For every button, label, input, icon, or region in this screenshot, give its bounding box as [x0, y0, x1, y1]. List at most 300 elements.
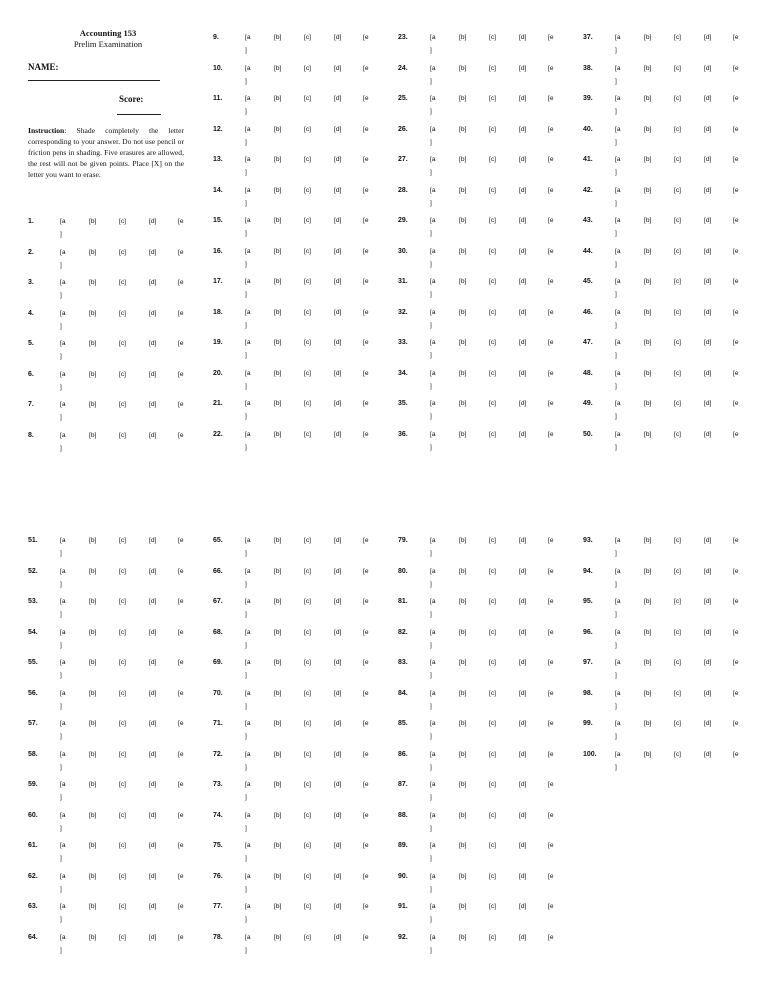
answer-option[interactable]: [a [430, 598, 436, 605]
answer-option[interactable]: [d] [519, 156, 527, 163]
answer-option[interactable]: [a [60, 218, 66, 225]
answer-option[interactable]: [e [178, 659, 184, 666]
answer-option[interactable]: [b] [274, 308, 282, 316]
answer-option[interactable]: [b] [274, 217, 282, 224]
answer-option[interactable]: [a [615, 537, 621, 544]
answer-option[interactable]: [c] [304, 369, 311, 377]
answer-option[interactable]: [e [548, 720, 554, 727]
answer-option[interactable]: [e [363, 903, 369, 910]
answer-option[interactable]: [a [430, 903, 436, 910]
answer-option[interactable]: [e [548, 933, 554, 941]
answer-option[interactable]: [b] [89, 248, 97, 256]
answer-option[interactable]: [a [245, 186, 251, 194]
answer-option[interactable]: [a [245, 567, 251, 575]
answer-option[interactable]: [e [363, 842, 369, 849]
answer-option[interactable]: [b] [459, 628, 467, 636]
answer-option[interactable]: [c] [119, 628, 126, 636]
answer-option[interactable]: [a [245, 64, 251, 72]
answer-option[interactable]: [e [548, 64, 554, 72]
answer-option[interactable]: [a [245, 689, 251, 697]
answer-option[interactable]: [d] [334, 872, 342, 880]
answer-option[interactable]: [d] [149, 811, 157, 819]
answer-option[interactable]: [d] [704, 400, 712, 407]
answer-option[interactable]: [e [548, 872, 554, 880]
answer-option[interactable]: [a [430, 247, 436, 255]
answer-option[interactable]: [c] [674, 659, 681, 666]
answer-option[interactable]: [d] [704, 598, 712, 605]
answer-option[interactable]: [a [430, 95, 436, 102]
answer-option[interactable]: [d] [149, 750, 157, 758]
answer-option[interactable]: [e [733, 308, 739, 316]
answer-option[interactable]: [e [363, 720, 369, 727]
answer-option[interactable]: [d] [334, 217, 342, 224]
answer-option[interactable]: [a [245, 217, 251, 224]
answer-option[interactable]: [d] [149, 659, 157, 666]
answer-option[interactable]: [d] [334, 598, 342, 605]
answer-option[interactable]: [c] [674, 247, 681, 255]
answer-option[interactable]: [e [178, 537, 184, 544]
answer-option[interactable]: [c] [119, 537, 126, 544]
answer-option[interactable]: [c] [674, 400, 681, 407]
answer-option[interactable]: [a [430, 567, 436, 575]
answer-option[interactable]: [d] [519, 842, 527, 849]
answer-option[interactable]: [c] [489, 156, 496, 163]
answer-option[interactable]: [c] [304, 217, 311, 224]
answer-option[interactable]: [a [430, 278, 436, 285]
answer-option[interactable]: [b] [274, 186, 282, 194]
answer-option[interactable]: [c] [674, 369, 681, 377]
answer-option[interactable]: [c] [674, 537, 681, 544]
answer-option[interactable]: [e [363, 872, 369, 880]
answer-option[interactable]: [c] [304, 430, 311, 438]
answer-option[interactable]: [b] [644, 750, 652, 758]
answer-option[interactable]: [b] [459, 95, 467, 102]
answer-option[interactable]: [c] [119, 370, 126, 378]
answer-option[interactable]: [e [548, 278, 554, 285]
answer-option[interactable]: [c] [119, 842, 126, 849]
answer-option[interactable]: [a [60, 401, 66, 408]
answer-option[interactable]: [b] [459, 903, 467, 910]
answer-option[interactable]: [a [615, 659, 621, 666]
answer-option[interactable]: [a [615, 217, 621, 224]
answer-option[interactable]: [d] [704, 186, 712, 194]
answer-option[interactable]: [a [60, 340, 66, 347]
answer-option[interactable]: [b] [89, 689, 97, 697]
answer-option[interactable]: [b] [274, 430, 282, 438]
answer-option[interactable]: [a [615, 125, 621, 133]
answer-option[interactable]: [d] [149, 842, 157, 849]
answer-option[interactable]: [d] [519, 537, 527, 544]
answer-option[interactable]: [b] [459, 842, 467, 849]
answer-option[interactable]: [b] [274, 156, 282, 163]
answer-option[interactable]: [d] [149, 903, 157, 910]
answer-option[interactable]: [a [615, 34, 621, 41]
answer-option[interactable]: [e [548, 903, 554, 910]
answer-option[interactable]: [a [245, 430, 251, 438]
answer-option[interactable]: [d] [334, 278, 342, 285]
answer-option[interactable]: [b] [644, 95, 652, 102]
answer-option[interactable]: [c] [119, 720, 126, 727]
answer-option[interactable]: [a [245, 903, 251, 910]
answer-option[interactable]: [c] [304, 842, 311, 849]
answer-option[interactable]: [d] [704, 156, 712, 163]
answer-option[interactable]: [c] [489, 933, 496, 941]
answer-option[interactable]: [a [430, 156, 436, 163]
answer-option[interactable]: [a [615, 247, 621, 255]
answer-option[interactable]: [a [430, 811, 436, 819]
answer-option[interactable]: [b] [274, 400, 282, 407]
answer-option[interactable]: [a [245, 842, 251, 849]
answer-option[interactable]: [c] [489, 125, 496, 133]
answer-option[interactable]: [a [430, 872, 436, 880]
answer-option[interactable]: [b] [459, 339, 467, 346]
answer-option[interactable]: [e [363, 628, 369, 636]
answer-option[interactable]: [d] [149, 218, 157, 225]
answer-option[interactable]: [e [363, 34, 369, 41]
answer-option[interactable]: [c] [489, 659, 496, 666]
answer-option[interactable]: [b] [644, 125, 652, 133]
answer-option[interactable]: [e [363, 567, 369, 575]
answer-option[interactable]: [c] [304, 720, 311, 727]
answer-option[interactable]: [d] [519, 750, 527, 758]
answer-option[interactable]: [e [548, 217, 554, 224]
answer-option[interactable]: [a [245, 34, 251, 41]
answer-option[interactable]: [b] [644, 430, 652, 438]
answer-option[interactable]: [e [548, 308, 554, 316]
answer-option[interactable]: [e [363, 308, 369, 316]
answer-option[interactable]: [c] [119, 248, 126, 256]
answer-option[interactable]: [e [548, 339, 554, 346]
answer-option[interactable]: [d] [519, 720, 527, 727]
answer-option[interactable]: [b] [459, 567, 467, 575]
answer-option[interactable]: [d] [519, 247, 527, 255]
answer-option[interactable]: [c] [489, 567, 496, 575]
answer-option[interactable]: [c] [119, 933, 126, 941]
answer-option[interactable]: [a [430, 308, 436, 316]
answer-option[interactable]: [e [178, 903, 184, 910]
answer-option[interactable]: [a [430, 400, 436, 407]
answer-option[interactable]: [b] [89, 279, 97, 286]
answer-option[interactable]: [a [245, 750, 251, 758]
answer-option[interactable]: [b] [89, 903, 97, 910]
answer-option[interactable]: [c] [304, 903, 311, 910]
answer-option[interactable]: [a [245, 308, 251, 316]
answer-option[interactable]: [a [615, 64, 621, 72]
answer-option[interactable]: [c] [489, 369, 496, 377]
answer-option[interactable]: [d] [149, 872, 157, 880]
answer-option[interactable]: [b] [89, 537, 97, 544]
answer-option[interactable]: [d] [519, 567, 527, 575]
answer-option[interactable]: [d] [519, 689, 527, 697]
answer-option[interactable]: [e [363, 781, 369, 788]
answer-option[interactable]: [b] [459, 720, 467, 727]
answer-option[interactable]: [e [178, 872, 184, 880]
answer-option[interactable]: [c] [674, 125, 681, 133]
answer-option[interactable]: [b] [459, 34, 467, 41]
answer-option[interactable]: [a [615, 598, 621, 605]
answer-option[interactable]: [b] [644, 628, 652, 636]
answer-option[interactable]: [a [60, 781, 66, 788]
answer-option[interactable]: [a [245, 933, 251, 941]
answer-option[interactable]: [b] [644, 369, 652, 377]
answer-option[interactable]: [c] [304, 598, 311, 605]
answer-option[interactable]: [e [548, 781, 554, 788]
answer-option[interactable]: [b] [274, 537, 282, 544]
answer-option[interactable]: [a [245, 781, 251, 788]
answer-option[interactable]: [c] [489, 781, 496, 788]
answer-option[interactable]: [c] [304, 247, 311, 255]
answer-option[interactable]: [d] [704, 750, 712, 758]
answer-option[interactable]: [d] [149, 370, 157, 378]
answer-option[interactable]: [d] [149, 537, 157, 544]
answer-option[interactable]: [e [363, 369, 369, 377]
answer-option[interactable]: [e [548, 400, 554, 407]
answer-option[interactable]: [d] [704, 308, 712, 316]
answer-option[interactable]: [a [60, 248, 66, 256]
answer-option[interactable]: [c] [304, 278, 311, 285]
answer-option[interactable]: [a [430, 628, 436, 636]
answer-option[interactable]: [d] [519, 339, 527, 346]
answer-option[interactable]: [b] [89, 567, 97, 575]
answer-option[interactable]: [a [430, 186, 436, 194]
answer-option[interactable]: [e [733, 95, 739, 102]
answer-option[interactable]: [e [178, 431, 184, 439]
answer-option[interactable]: [b] [459, 598, 467, 605]
answer-option[interactable]: [b] [644, 339, 652, 346]
answer-option[interactable]: [e [178, 933, 184, 941]
answer-option[interactable]: [d] [519, 34, 527, 41]
answer-option[interactable]: [b] [274, 278, 282, 285]
answer-option[interactable]: [e [178, 628, 184, 636]
answer-option[interactable]: [c] [119, 567, 126, 575]
answer-option[interactable]: [d] [519, 811, 527, 819]
answer-option[interactable]: [d] [334, 567, 342, 575]
answer-option[interactable]: [a [430, 430, 436, 438]
answer-option[interactable]: [e [178, 750, 184, 758]
answer-option[interactable]: [c] [489, 247, 496, 255]
answer-option[interactable]: [e [733, 567, 739, 575]
answer-option[interactable]: [b] [459, 400, 467, 407]
answer-option[interactable]: [c] [489, 811, 496, 819]
answer-option[interactable]: [d] [149, 689, 157, 697]
answer-option[interactable]: [e [363, 933, 369, 941]
answer-option[interactable]: [d] [334, 95, 342, 102]
answer-option[interactable]: [b] [459, 125, 467, 133]
answer-option[interactable]: [d] [519, 628, 527, 636]
answer-option[interactable]: [e [733, 369, 739, 377]
answer-option[interactable]: [e [363, 95, 369, 102]
answer-option[interactable]: [e [363, 659, 369, 666]
answer-option[interactable]: [e [363, 430, 369, 438]
answer-option[interactable]: [c] [489, 430, 496, 438]
answer-option[interactable]: [b] [459, 430, 467, 438]
answer-option[interactable]: [d] [334, 781, 342, 788]
answer-option[interactable]: [a [60, 370, 66, 378]
answer-option[interactable]: [a [60, 903, 66, 910]
answer-option[interactable]: [b] [89, 659, 97, 666]
answer-option[interactable]: [e [548, 537, 554, 544]
answer-option[interactable]: [d] [334, 537, 342, 544]
answer-option[interactable]: [d] [334, 247, 342, 255]
answer-option[interactable]: [e [548, 750, 554, 758]
answer-option[interactable]: [e [178, 370, 184, 378]
answer-option[interactable]: [b] [644, 64, 652, 72]
answer-option[interactable]: [d] [704, 369, 712, 377]
answer-option[interactable]: [e [178, 218, 184, 225]
answer-option[interactable]: [e [733, 400, 739, 407]
answer-option[interactable]: [e [178, 340, 184, 347]
answer-option[interactable]: [b] [274, 933, 282, 941]
answer-option[interactable]: [a [430, 537, 436, 544]
answer-option[interactable]: [d] [149, 279, 157, 286]
answer-option[interactable]: [a [430, 217, 436, 224]
answer-option[interactable]: [d] [334, 933, 342, 941]
answer-option[interactable]: [e [548, 369, 554, 377]
answer-option[interactable]: [b] [89, 218, 97, 225]
answer-option[interactable]: [b] [459, 689, 467, 697]
answer-option[interactable]: [d] [704, 278, 712, 285]
answer-option[interactable]: [a [430, 750, 436, 758]
answer-option[interactable]: [e [733, 125, 739, 133]
answer-option[interactable]: [e [548, 34, 554, 41]
answer-option[interactable]: [c] [304, 750, 311, 758]
answer-option[interactable]: [e [363, 811, 369, 819]
answer-option[interactable]: [d] [519, 659, 527, 666]
answer-option[interactable]: [c] [489, 64, 496, 72]
answer-option[interactable]: [a [430, 933, 436, 941]
answer-option[interactable]: [d] [519, 125, 527, 133]
answer-option[interactable]: [d] [334, 811, 342, 819]
answer-option[interactable]: [d] [519, 598, 527, 605]
answer-option[interactable]: [b] [459, 64, 467, 72]
answer-option[interactable]: [c] [119, 781, 126, 788]
answer-option[interactable]: [a [430, 842, 436, 849]
answer-option[interactable]: [a [245, 628, 251, 636]
answer-option[interactable]: [b] [459, 781, 467, 788]
answer-option[interactable]: [a [245, 339, 251, 346]
answer-option[interactable]: [c] [304, 64, 311, 72]
answer-option[interactable]: [e [363, 339, 369, 346]
answer-option[interactable]: [e [178, 598, 184, 605]
answer-option[interactable]: [e [363, 278, 369, 285]
answer-option[interactable]: [c] [674, 720, 681, 727]
answer-option[interactable]: [b] [644, 400, 652, 407]
answer-option[interactable]: [b] [89, 720, 97, 727]
answer-option[interactable]: [a [60, 279, 66, 286]
answer-option[interactable]: [d] [704, 659, 712, 666]
answer-option[interactable]: [d] [334, 750, 342, 758]
answer-option[interactable]: [b] [89, 431, 97, 439]
answer-option[interactable]: [a [245, 95, 251, 102]
answer-option[interactable]: [d] [334, 34, 342, 41]
answer-option[interactable]: [d] [334, 369, 342, 377]
answer-option[interactable]: [c] [119, 218, 126, 225]
answer-option[interactable]: [e [363, 537, 369, 544]
answer-option[interactable]: [a [615, 369, 621, 377]
answer-option[interactable]: [c] [674, 217, 681, 224]
answer-option[interactable]: [e [363, 247, 369, 255]
answer-option[interactable]: [c] [304, 628, 311, 636]
answer-option[interactable]: [d] [519, 872, 527, 880]
answer-option[interactable]: [a [245, 598, 251, 605]
answer-option[interactable]: [d] [149, 598, 157, 605]
answer-option[interactable]: [c] [304, 537, 311, 544]
answer-option[interactable]: [a [430, 34, 436, 41]
answer-option[interactable]: [d] [334, 628, 342, 636]
answer-option[interactable]: [d] [519, 95, 527, 102]
answer-option[interactable]: [e [733, 689, 739, 697]
answer-option[interactable]: [c] [119, 598, 126, 605]
answer-option[interactable]: [a [60, 309, 66, 317]
answer-option[interactable]: [e [733, 430, 739, 438]
answer-option[interactable]: [e [178, 248, 184, 256]
answer-option[interactable]: [a [60, 537, 66, 544]
answer-option[interactable]: [c] [489, 339, 496, 346]
answer-option[interactable]: [b] [459, 247, 467, 255]
answer-option[interactable]: [b] [644, 34, 652, 41]
answer-option[interactable]: [e [733, 339, 739, 346]
answer-option[interactable]: [a [245, 247, 251, 255]
answer-option[interactable]: [b] [459, 217, 467, 224]
answer-option[interactable]: [c] [119, 340, 126, 347]
answer-option[interactable]: [e [548, 811, 554, 819]
answer-option[interactable]: [e [363, 64, 369, 72]
answer-option[interactable]: [b] [274, 598, 282, 605]
answer-option[interactable]: [c] [119, 401, 126, 408]
answer-option[interactable]: [c] [674, 567, 681, 575]
answer-option[interactable]: [c] [304, 125, 311, 133]
answer-option[interactable]: [c] [674, 750, 681, 758]
answer-option[interactable]: [c] [119, 903, 126, 910]
answer-option[interactable]: [c] [304, 186, 311, 194]
answer-option[interactable]: [d] [149, 781, 157, 788]
answer-option[interactable]: [a [430, 339, 436, 346]
answer-option[interactable]: [d] [519, 308, 527, 316]
answer-option[interactable]: [d] [334, 125, 342, 133]
answer-option[interactable]: [b] [274, 659, 282, 666]
answer-option[interactable]: [d] [149, 720, 157, 727]
answer-option[interactable]: [a [60, 750, 66, 758]
answer-option[interactable]: [a [430, 720, 436, 727]
answer-option[interactable]: [a [430, 689, 436, 697]
answer-option[interactable]: [b] [644, 598, 652, 605]
answer-option[interactable]: [e [548, 95, 554, 102]
answer-option[interactable]: [a [245, 537, 251, 544]
answer-option[interactable]: [a [615, 689, 621, 697]
answer-option[interactable]: [c] [489, 598, 496, 605]
answer-option[interactable]: [c] [304, 156, 311, 163]
answer-option[interactable]: [e [548, 567, 554, 575]
answer-option[interactable]: [d] [149, 933, 157, 941]
answer-option[interactable]: [b] [274, 720, 282, 727]
answer-option[interactable]: [a [430, 64, 436, 72]
answer-option[interactable]: [a [430, 369, 436, 377]
answer-option[interactable]: [d] [704, 339, 712, 346]
answer-option[interactable]: [d] [519, 781, 527, 788]
answer-option[interactable]: [b] [644, 537, 652, 544]
answer-option[interactable]: [c] [489, 34, 496, 41]
answer-option[interactable]: [c] [119, 689, 126, 697]
answer-option[interactable]: [d] [149, 401, 157, 408]
answer-option[interactable]: [e [548, 430, 554, 438]
answer-option[interactable]: [b] [644, 689, 652, 697]
answer-option[interactable]: [e [733, 278, 739, 285]
answer-option[interactable]: [e [363, 400, 369, 407]
answer-option[interactable]: [e [733, 659, 739, 666]
answer-option[interactable]: [e [178, 279, 184, 286]
answer-option[interactable]: [e [548, 628, 554, 636]
answer-option[interactable]: [b] [644, 308, 652, 316]
